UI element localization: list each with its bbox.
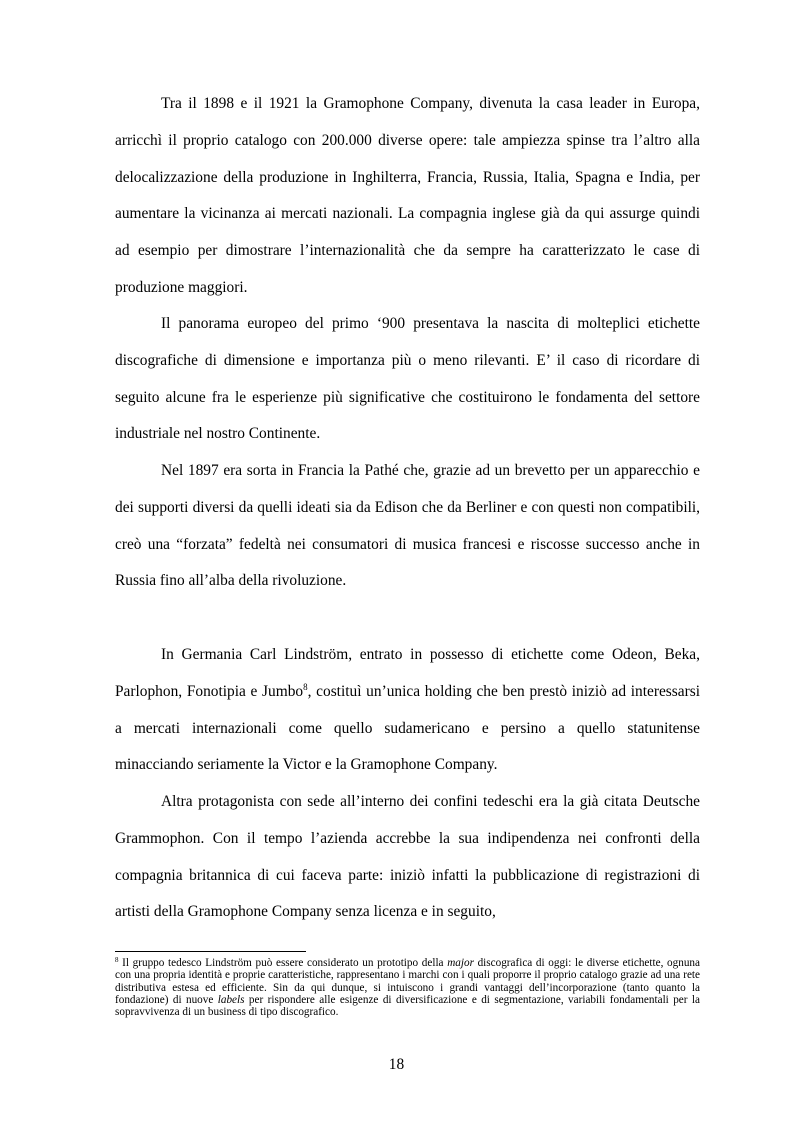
paragraph-pathe: Nel 1897 era sorta in Francia la Pathé che, grazie ad un brevetto per un apparecchio e dei supporti diversi da quelli ideati sia da Edison che da Berliner e con questi non compatibili, creò una “forzata” fedeltà nei consumatori di musica francesi e riscosse successo anche in Russia fino all’alba della rivoluzione. [115, 462, 700, 590]
paragraph-lindstrom-text-end: , costituì un’unica holding che ben prestò iniziò ad interessarsi a mercati internazionali come quello sudamericano e persino a quello statunitense minacciando seriamente la Victor e la Gramophone Company. [115, 682, 700, 774]
paragraph-lindstrom-text-start: In Germania Carl Lindström, entrato in possesso di etichette come Odeon, Beka, Parlophon, Fonotipia e Jumbo [115, 646, 700, 700]
footnote-italic-labels: labels [217, 993, 245, 1006]
paragraph-european-panorama: Il panorama europeo del primo ‘900 presentava la nascita di molteplici etichette discografiche di dimensione e importanza più o meno rilevanti. E’ il caso di ricordare di seguito alcune fra le esperienze più significative che costituirono le fondamenta del settore industriale nel nostro Continente. [115, 315, 700, 443]
paragraph-lindstrom [115, 637, 700, 784]
footnote-text-2: discografica di oggi: le diverse etichette, ognuna con una propria identità e proprie caratteristiche, rappresentano i marchi con i quali proporre il proprio catalogo grazie ad una rete distributiva estesa ed efficiente. Sin da qui dunque, si intuiscono i grandi vantaggi dell’incorporazione (tanto quanto la fondazione) di nuove [115, 957, 700, 1006]
page-number: 18 [388, 1056, 405, 1073]
footnote-separator [115, 951, 306, 952]
paragraph-deutsche-grammophon: Altra protagonista con sede all’interno dei confini tedeschi era la già citata Deutsche Grammophon. Con il tempo l’azienda accrebbe la sua indipendenza nei confronti della compagnia britannica di cui faceva parte: iniziò infatti la pubblicazione di registrazioni di artisti della Gramophone Company senza licenza e in seguito, [115, 793, 700, 921]
footnote-number: 8 [115, 956, 119, 964]
paragraph-gramophone-company: Tra il 1898 e il 1921 la Gramophone Company, divenuta la casa leader in Europa, arricchì il proprio catalogo con 200.000 diverse opere: tale ampiezza spinse tra l’altro alla delocalizzazione della produzione in Inghilterra, Francia, Russia, Italia, Spagna e India, per aumentare la vicinanza ai mercati nazionali. La compagnia inglese già da qui assurge quindi ad esempio per dimostrare l’internazionalità che da sempre ha caratterizzato le case di produzione maggiori. [115, 95, 700, 296]
footnote-italic-major: major [447, 957, 474, 969]
footnote-text-1: Il gruppo tedesco Lindström può essere considerato un prototipo della [118, 957, 448, 969]
footnote-text-3: per rispondere alle esigenze di diversificazione e di segmentazione, variabili fondamentali per la sopravvivenza di un business di tipo discografico. [115, 993, 701, 1019]
footnote [115, 957, 700, 1018]
footnote-reference: 8 [303, 681, 308, 692]
